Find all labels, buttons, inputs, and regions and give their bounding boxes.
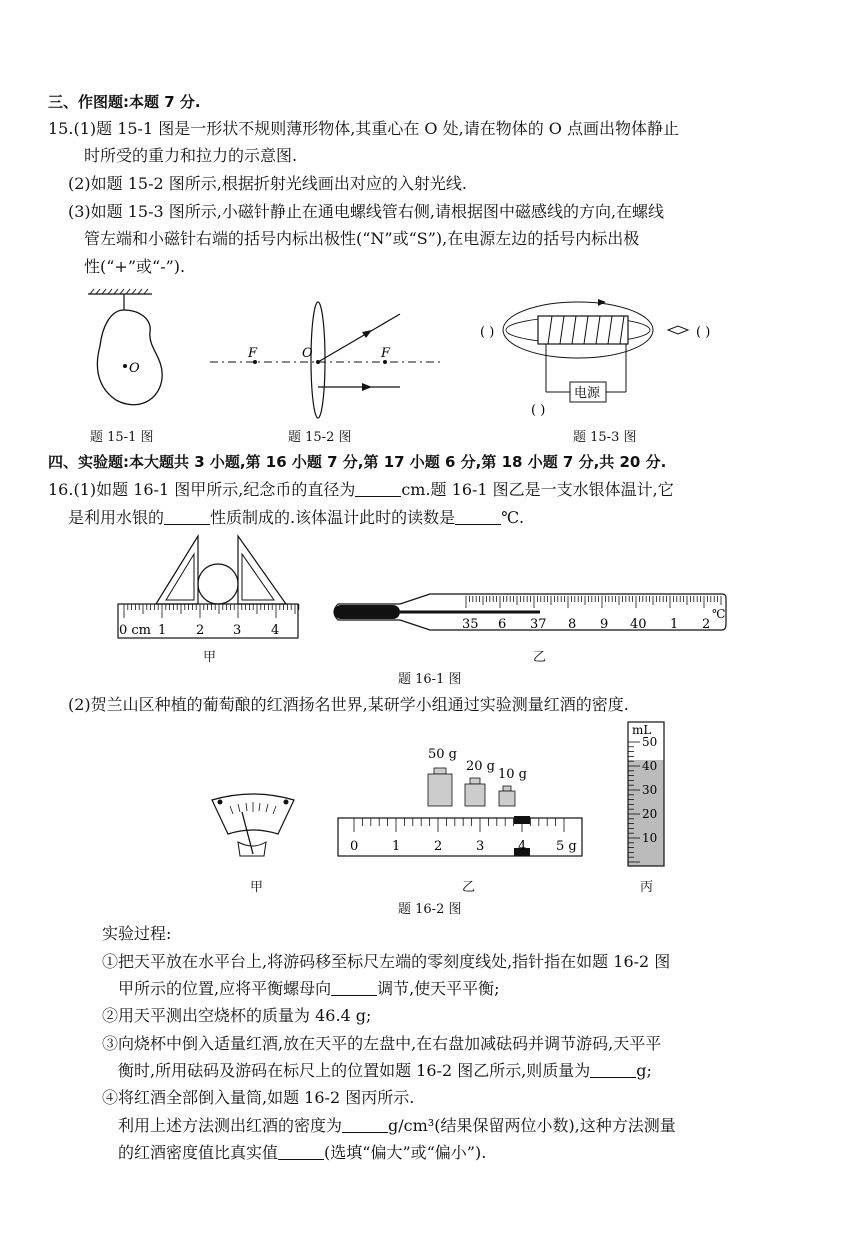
answer-blank-mass[interactable]: [590, 1061, 636, 1078]
cyl-label-50: 50: [642, 735, 658, 749]
q16-1-text-b: cm.题 16-1 图乙是一支水银体温计,它: [401, 480, 674, 499]
q15-3-line1: (3)如题 15-3 图所示,小磁针静止在通电螺线管右侧,请根据图中磁感线的方向,在螺线: [68, 202, 665, 221]
label-yi-16-2: 乙: [462, 880, 476, 895]
q16-1-text-c: 是利用水银的: [68, 508, 165, 527]
result-text-a: 利用上述方法测出红酒的密度为: [118, 1116, 343, 1135]
q15-3-line2: 管左端和小磁针右端的括号内标出极性(“N”或“S”),在电源左边的括号内标出极: [84, 229, 640, 248]
label-o: O: [129, 361, 140, 376]
thermo-unit: ℃: [712, 607, 726, 621]
answer-blank-diameter[interactable]: [355, 480, 401, 497]
q16-1-line1: [48, 478, 674, 502]
ruler-label-3: 3: [233, 623, 242, 638]
label-yi-16-1: 乙: [533, 650, 547, 665]
step3-text-b: g;: [636, 1061, 652, 1080]
step3-line2: [118, 1059, 652, 1083]
result-text-b: g/cm³(结果保留两位小数),这种方法测量: [388, 1116, 676, 1135]
scale-label-1: 1: [392, 839, 401, 854]
paren-needle-right: ( ): [696, 325, 711, 340]
step1-line2: [118, 977, 500, 1001]
answer-blank-property[interactable]: [164, 508, 210, 525]
scale-label-2: 2: [434, 839, 443, 854]
caption-15-2: 题 15-2 图: [288, 430, 352, 445]
ruler-label-0: 0 cm: [119, 623, 152, 638]
thermo-label-40: 40: [630, 617, 647, 632]
figure-15-1: [80, 288, 180, 420]
step1-line1: ①把天平放在水平台上,将游码移至标尺左端的零刻度线处,指针指在如题 16-2 图: [102, 952, 671, 971]
step3-text-a: 衡时,所用砝码及游码在标尺上的位置如题 16-2 图乙所示,则质量为: [118, 1061, 591, 1080]
step1-text-a: 甲所示的位置,应将平衡螺母向: [118, 979, 332, 998]
thermo-label-39: 9: [600, 617, 609, 632]
cyl-label-30: 30: [642, 783, 658, 797]
result-line2: [118, 1141, 486, 1165]
thermo-label-42: 2: [702, 617, 711, 632]
q16-2: (2)贺兰山区种植的葡萄酿的红酒扬名世界,某研学小组通过实验测量红酒的密度.: [68, 695, 629, 714]
thermo-label-37: 37: [530, 617, 547, 632]
thermo-label-35: 35: [462, 617, 479, 632]
result-text-d: (选填“偏大”或“偏小”).: [324, 1143, 487, 1162]
figure-15-3: [478, 290, 748, 420]
figure-16-1-ruler: [116, 532, 306, 642]
cyl-label-10: 10: [642, 831, 658, 845]
ruler-label-4: 4: [271, 623, 280, 638]
q16-1-text-a: 16.(1)如题 16-1 图甲所示,纪念币的直径为: [48, 480, 356, 499]
label-f-right: F: [381, 346, 391, 361]
q16-1-line2: [68, 506, 524, 530]
label-jia-16-2: 甲: [250, 880, 264, 895]
figure-16-2-scale: [336, 742, 586, 862]
scale-label-3: 3: [476, 839, 485, 854]
caption-16-1: 题 16-1 图: [398, 672, 462, 687]
q15-1-line1: 15.(1)题 15-1 图是一形状不规则薄形物体,其重心在 O 处,请在物体的 O 点画出物体静止: [48, 119, 679, 138]
cyl-label-40: 40: [642, 759, 658, 773]
figure-16-2-pointer: [208, 790, 298, 860]
ruler-label-1: 1: [158, 623, 167, 638]
result-line1: [118, 1114, 676, 1138]
weight-label-50: 50 g: [428, 747, 457, 762]
scale-label-4: 4: [518, 839, 527, 854]
paren-solenoid-left: ( ): [480, 325, 495, 340]
cyl-label-20: 20: [642, 807, 658, 821]
result-text-c: 的红酒密度值比真实值: [118, 1143, 279, 1162]
answer-blank-temp[interactable]: [455, 508, 501, 525]
thermo-label-36: 6: [498, 617, 507, 632]
q15-2: (2)如题 15-2 图所示,根据折射光线画出对应的入射光线.: [68, 174, 467, 193]
caption-15-3: 题 15-3 图: [573, 430, 637, 445]
step4: ④将红酒全部倒入量筒,如题 16-2 图丙所示.: [102, 1088, 415, 1107]
section3-heading: 三、作图题:本题 7 分.: [48, 93, 201, 111]
step3-line1: ③向烧杯中倒入适量红酒,放在天平的左盘中,在右盘加减砝码并调节游码,天平平: [102, 1034, 662, 1053]
thermo-label-38: 8: [568, 617, 577, 632]
label-bing-16-2: 丙: [640, 880, 654, 895]
label-f-left: F: [248, 346, 258, 361]
q16-1-text-e: ℃.: [501, 508, 525, 527]
section4-heading: 四、实验题:本大题共 3 小题,第 16 小题 7 分,第 17 小题 6 分,第 18 小题 7 分,共 20 分.: [48, 453, 667, 471]
q15-1-line2: 时所受的重力和拉力的示意图.: [84, 146, 298, 165]
caption-16-2: 题 16-2 图: [398, 902, 462, 917]
q15-3-line3: 性(“+”或“-”).: [84, 257, 186, 276]
power-label: 电源: [574, 386, 601, 401]
figure-15-2: [210, 300, 440, 420]
scale-label-5: 5 g: [556, 839, 577, 854]
figure-16-2-cylinder: [622, 720, 672, 870]
paren-power-left: ( ): [531, 403, 546, 418]
procedure-title: 实验过程:: [102, 924, 172, 943]
answer-blank-density[interactable]: [342, 1116, 388, 1133]
cyl-unit: mL: [632, 723, 652, 737]
weight-label-10: 10 g: [498, 767, 527, 782]
scale-label-0: 0: [350, 839, 359, 854]
label-o-lens: O: [302, 346, 313, 361]
label-jia-16-1: 甲: [203, 650, 217, 665]
thermo-label-41: 1: [670, 617, 679, 632]
step2: ②用天平测出空烧杯的质量为 46.4 g;: [102, 1006, 372, 1025]
weight-label-20: 20 g: [466, 759, 495, 774]
step1-text-b: 调节,使天平平衡;: [377, 979, 500, 998]
answer-blank-direction[interactable]: [331, 979, 377, 996]
figure-16-1-thermometer: [330, 592, 730, 640]
ruler-label-2: 2: [196, 623, 205, 638]
answer-blank-bias[interactable]: [278, 1143, 324, 1160]
caption-15-1: 题 15-1 图: [90, 430, 154, 445]
q16-1-text-d: 性质制成的.该体温计此时的读数是: [210, 508, 456, 527]
